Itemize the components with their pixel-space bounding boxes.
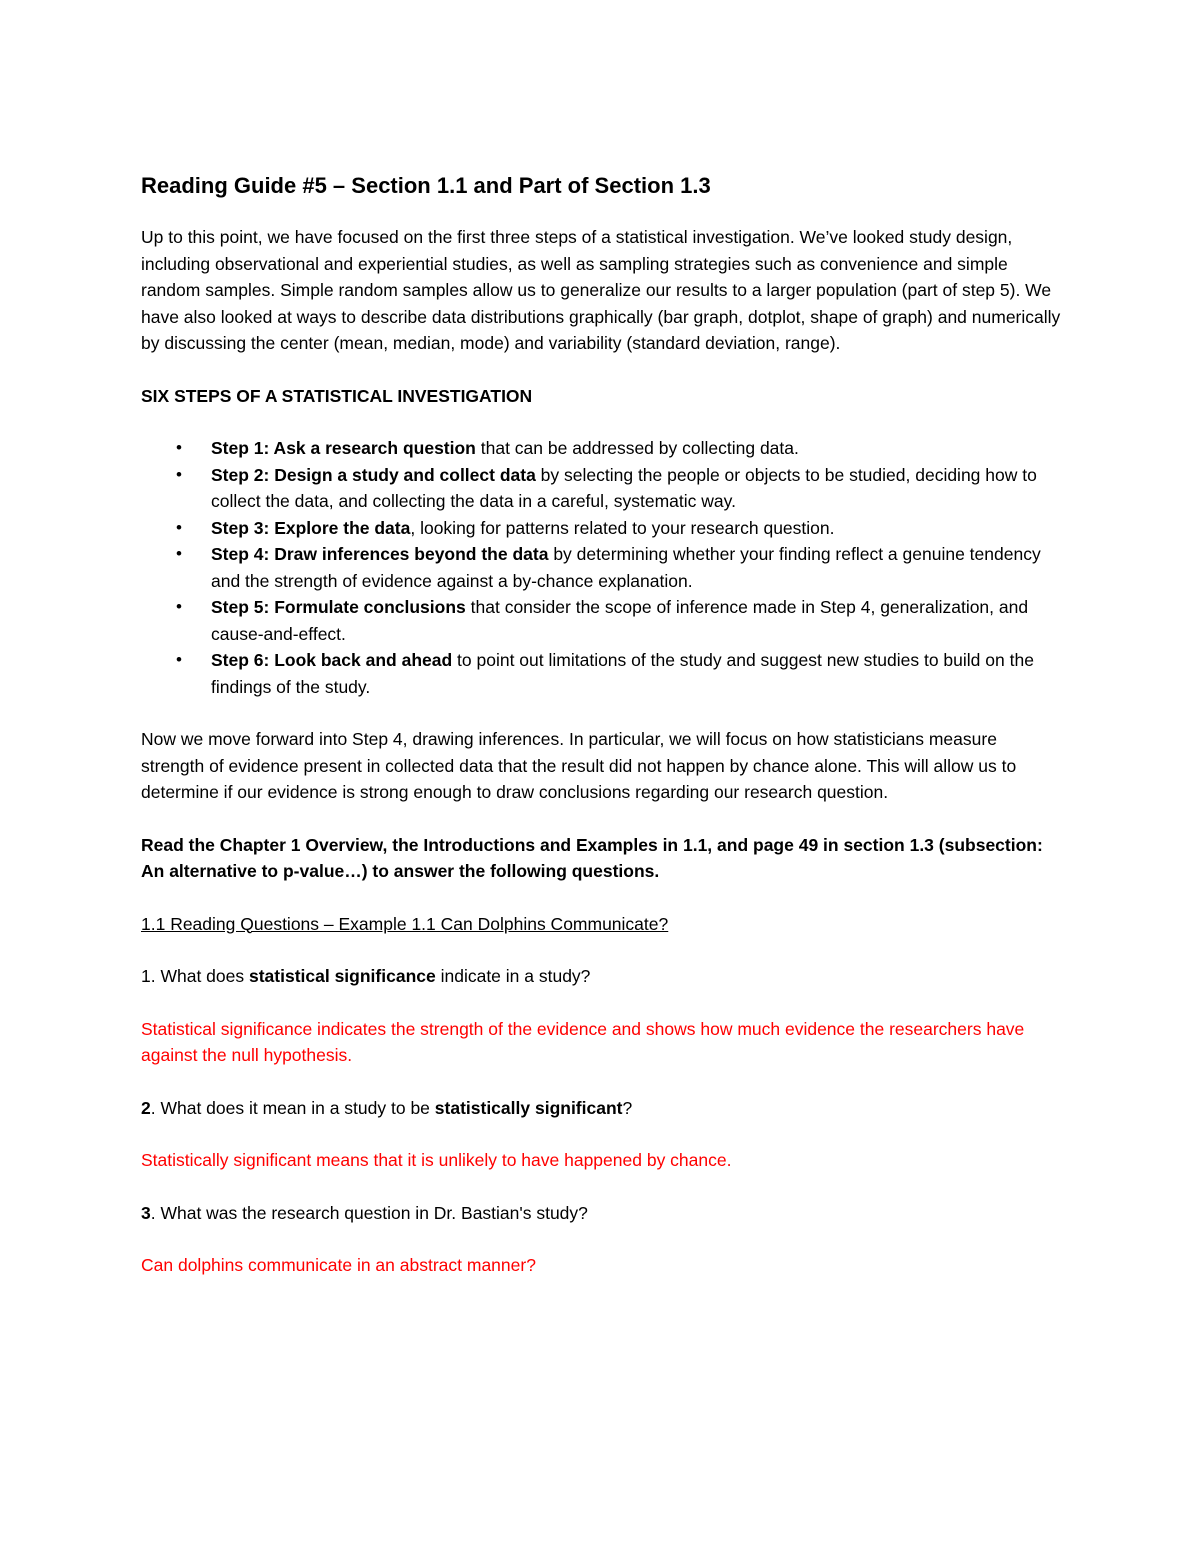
step-label: Step 6: Look back and ahead	[211, 650, 453, 670]
step-label: Step 2: Design a study and collect data	[211, 464, 536, 485]
step-description: by determining whether your finding reflect a genuine tendency and the strength of evidence against a by-chance explanation.	[211, 544, 1041, 591]
steps-list	[141, 435, 1061, 700]
list-item	[141, 435, 1061, 462]
step-label: Step 5: Formulate conclusions	[211, 597, 466, 617]
list-item	[141, 594, 1061, 647]
question-keyword: statistical significance	[248, 966, 436, 986]
intro-paragraph: Up to this point, we have focused on the first three steps of a statistical investigation. We’ve looked study design, including observational and experiential studies, as well as sampling strategies such as convenience and simple random samples. Simple random samples allow us to generalize our results to a larger population (part of step 5). We have also looked at ways to describe data distributions graphically (bar graph, dotplot, shape of graph) and numerically by discussing the center (mean, median, mode) and variability (standard deviation, range).	[141, 227, 1061, 353]
list-item	[141, 462, 1061, 515]
question-number: 3	[141, 1202, 151, 1223]
question-number: 2	[141, 1097, 151, 1118]
step-description: by selecting the people or objects to be studied, deciding how to collect the data, and collecting the data in a careful, systematic way.	[211, 464, 1037, 511]
question-3	[141, 1200, 1061, 1227]
bullet-icon: •	[176, 597, 182, 616]
question-text-start: . What does	[150, 966, 249, 986]
bullet-icon: •	[176, 438, 182, 457]
steps-heading: SIX STEPS OF A STATISTICAL INVESTIGATION	[141, 385, 533, 406]
bullet-icon: •	[176, 464, 182, 484]
bullet-icon: •	[176, 517, 182, 537]
answer-3: Can dolphins communicate in an abstract manner?	[141, 1255, 536, 1275]
question-1	[141, 963, 1061, 990]
question-2	[141, 1095, 1061, 1122]
step-description: , looking for patterns related to your research question.	[410, 517, 835, 538]
step-description: to point out limitations of the study and suggest new studies to build on the findings of the study.	[211, 650, 1034, 697]
list-item	[141, 541, 1061, 594]
step-label: Step 1: Ask a research question	[211, 438, 476, 458]
document-page	[141, 170, 1061, 1305]
answer-1: Statistical significance indicates the strength of the evidence and shows how much evidence the researchers have against the null hypothesis.	[141, 1018, 1025, 1065]
step4-paragraph: Now we move forward into Step 4, drawing inferences. In particular, we will focus on how statisticians measure strength of evidence present in collected data that the result did not happen by chance alone. This will allow us to determine if our evidence is strong enough to draw conclusions regarding our research question.	[141, 729, 1017, 802]
answer-2: Statistically significant means that it is unlikely to have happened by chance.	[141, 1150, 732, 1170]
subsection-title-text: 1.1 Reading Questions – Example 1.1 Can Dolphins Communicate?	[141, 913, 669, 934]
step-description: that can be addressed by collecting data.	[475, 438, 799, 458]
bullet-icon: •	[176, 544, 182, 563]
document-title: Reading Guide #5 – Section 1.1 and Part of Section 1.3	[141, 173, 711, 198]
bullet-icon: •	[176, 650, 182, 669]
list-item	[141, 515, 1061, 542]
question-text-start: . What was the research question in Dr. Bastian's study?	[150, 1202, 588, 1223]
step-description: that consider the scope of inference made in Step 4, generalization, and cause-and-effect.	[211, 597, 1029, 644]
list-item	[141, 647, 1061, 700]
question-text-end: ?	[622, 1097, 633, 1118]
question-keyword: statistically significant	[434, 1097, 623, 1118]
question-text-start: . What does it mean in a study to be	[150, 1097, 435, 1118]
step-label: Step 3: Explore the data	[211, 517, 411, 538]
question-text-end: indicate in a study?	[435, 966, 591, 986]
subsection-title	[141, 911, 1061, 938]
question-number: 1	[141, 966, 151, 986]
step-label: Step 4: Draw inferences beyond the data	[211, 544, 549, 564]
reading-instructions: Read the Chapter 1 Overview, the Introductions and Examples in 1.1, and page 49 in section 1.3 (subsection: An alternative to p-value…) to answer the following questions.	[141, 834, 1043, 881]
